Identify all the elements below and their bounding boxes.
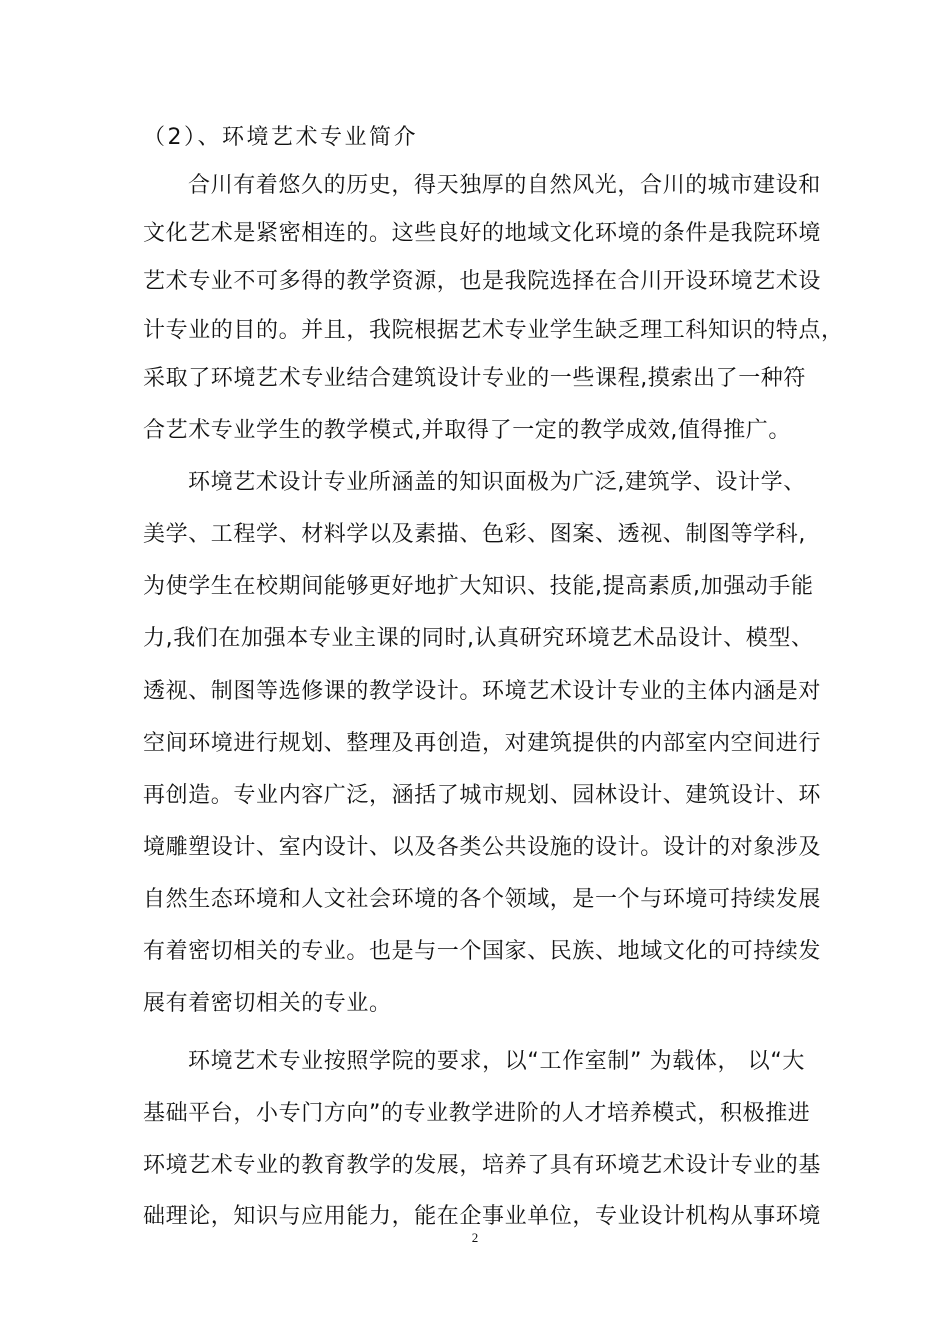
paragraph-line: 透视、制图等选修课的教学设计。环境艺术设计专业的主体内涵是对 [143, 679, 822, 704]
paragraph-line: 艺术专业不可多得的教学资源，也是我院选择在合川开设环境艺术设 [143, 269, 822, 294]
page-number: 2 [471, 1230, 479, 1245]
paragraph-line: 采取了环境艺术专业结合建筑设计专业的一些课程,摸索出了一种符 [143, 366, 806, 391]
paragraph-line: 展有着密切相关的专业。 [143, 991, 392, 1016]
paragraph-line: 为使学生在校期间能够更好地扩大知识、技能,提高素质,加强动手能 [143, 574, 814, 599]
paragraph-line: 有着密切相关的专业。也是与一个国家、民族、地域文化的可持续发 [143, 939, 822, 964]
paragraph-line: 再创造。专业内容广泛，涵括了城市规划、园林设计、建筑设计、环 [143, 783, 822, 808]
paragraph-line: 环境艺术专业的教育教学的发展，培养了具有环境艺术设计专业的基 [143, 1153, 822, 1178]
paragraph-line: 文化艺术是紧密相连的。这些良好的地域文化环境的条件是我院环境 [143, 221, 822, 246]
paragraph-line: 境雕塑设计、室内设计、以及各类公共设施的设计。设计的对象涉及 [143, 835, 822, 860]
paragraph-line: 环境艺术专业按照学院的要求，以“工作室制” 为载体， 以“大 [188, 1049, 805, 1074]
paragraph-line: 环境艺术设计专业所涵盖的知识面极为广泛,建筑学、设计学、 [188, 470, 806, 495]
paragraph-line: 空间环境进行规划、整理及再创造，对建筑提供的内部室内空间进行 [143, 731, 822, 756]
paragraph-line: 合川有着悠久的历史，得天独厚的自然风光，合川的城市建设和 [188, 173, 821, 198]
paragraph-line: 自然生态环境和人文社会环境的各个领域，是一个与环境可持续发展 [143, 887, 822, 912]
paragraph-line: 计专业的目的。并且，我院根据艺术专业学生缺乏理工科知识的特点， [143, 318, 844, 343]
paragraph-line: 础理论，知识与应用能力，能在企事业单位，专业设计机构从事环境 [143, 1204, 822, 1229]
paragraph-line: 合艺术专业学生的教学模式,并取得了一定的教学成效,值得推广。 [143, 418, 791, 443]
paragraph-line: 力,我们在加强本专业主课的同时,认真研究环境艺术品设计、模型、 [143, 626, 814, 651]
section-heading: （2）、环境艺术专业简介 [143, 125, 418, 150]
paragraph-line: 基础平台，小专门方向”的专业教学进阶的人才培养模式，积极推进 [143, 1101, 811, 1126]
paragraph-line: 美学、工程学、材料学以及素描、色彩、图案、透视、制图等学科, [143, 522, 806, 547]
